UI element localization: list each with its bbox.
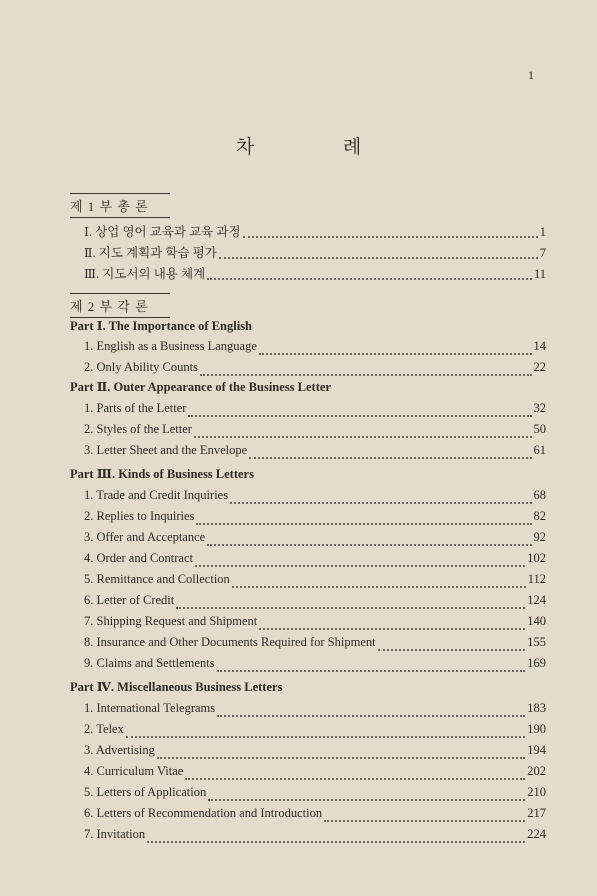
entry-label: 3. Offer and Acceptance <box>84 530 206 544</box>
toc-entry <box>84 264 546 282</box>
toc-entry <box>84 572 546 590</box>
leader-dots <box>219 248 538 259</box>
leader-dots <box>324 811 525 822</box>
entry-label: Ⅱ. 지도 계획과 학습 평가 <box>84 246 217 260</box>
entry-label: 4. Order and Contract <box>84 551 193 565</box>
entry-page: 32 <box>533 401 546 415</box>
entry-label: 4. Curriculum Vitae <box>84 764 184 778</box>
entry-page: 124 <box>527 593 546 607</box>
leader-dots <box>196 514 531 525</box>
entry-label: 3. Letter Sheet and the Envelope <box>84 443 248 457</box>
entry-page: 61 <box>533 443 546 457</box>
entry-page: 210 <box>527 785 546 799</box>
entry-page: 112 <box>527 572 546 586</box>
entry-label: 1. English as a Business Language <box>84 339 257 353</box>
entry-label: 2. Telex <box>84 722 124 736</box>
toc-entry <box>84 701 546 719</box>
entry-page: 82 <box>533 509 546 523</box>
entry-page: 68 <box>533 488 546 502</box>
entry-page: 92 <box>533 530 546 544</box>
toc-entry <box>84 827 546 845</box>
leader-dots <box>200 365 532 376</box>
leader-dots <box>194 427 532 438</box>
entry-label: Ⅲ. 지도서의 내용 체계 <box>84 267 206 281</box>
toc-entry <box>84 509 546 527</box>
entry-label: 6. Letter of Credit <box>84 593 175 607</box>
toc-entry <box>84 614 546 632</box>
toc-entry <box>84 401 546 419</box>
part2-heading: 제 2 부 각 론 <box>70 293 170 318</box>
entry-page: 140 <box>527 614 546 628</box>
leader-dots <box>378 640 526 651</box>
part1-heading: 제 1 부 총 론 <box>70 193 170 218</box>
entry-page: 7 <box>539 246 546 260</box>
leader-dots <box>217 706 525 717</box>
entry-page: 22 <box>533 360 546 374</box>
section-title: Part Ⅰ. The Importance of English <box>70 319 253 333</box>
leader-dots <box>217 661 526 672</box>
toc-entry <box>84 422 546 440</box>
entry-page: 50 <box>533 422 546 436</box>
toc-entry <box>84 243 546 261</box>
entry-label: 1. International Telegrams <box>84 701 216 715</box>
toc-entry <box>84 656 546 674</box>
entry-label: 6. Letters of Recommendation and Introduction <box>84 806 323 820</box>
toc-entry <box>84 222 546 240</box>
toc-entry <box>84 339 546 357</box>
entry-label: 7. Shipping Request and Shipment <box>84 614 258 628</box>
leader-dots <box>185 769 525 780</box>
leader-dots <box>249 448 531 459</box>
entry-label: 7. Invitation <box>84 827 146 841</box>
entry-page: 202 <box>527 764 546 778</box>
entry-page: 14 <box>533 339 546 353</box>
toc-entry <box>84 743 546 761</box>
toc-entry <box>84 488 546 506</box>
toc-entry <box>84 635 546 653</box>
entry-page: 169 <box>527 656 546 670</box>
toc-entry <box>84 593 546 611</box>
leader-dots <box>188 406 531 417</box>
entry-page: 217 <box>527 806 546 820</box>
leader-dots <box>243 227 538 238</box>
entry-page: 194 <box>527 743 546 757</box>
leader-dots <box>207 535 531 546</box>
leader-dots <box>126 727 525 738</box>
entry-label: 8. Insurance and Other Documents Required for Shipment <box>84 635 376 649</box>
toc-entry <box>84 764 546 782</box>
toc-entry <box>84 443 546 461</box>
section-title: Part Ⅱ. Outer Appearance of the Business Letter <box>70 380 331 394</box>
entry-page: 1 <box>539 225 546 239</box>
entry-page: 155 <box>527 635 546 649</box>
page-number: 1 <box>528 68 534 82</box>
entry-label: 3. Advertising <box>84 743 155 757</box>
entry-page: 190 <box>527 722 546 736</box>
leader-dots <box>195 556 525 567</box>
leader-dots <box>176 598 525 609</box>
toc-entry <box>84 722 546 740</box>
entry-label: 1. Trade and Credit Inquiries <box>84 488 229 502</box>
leader-dots <box>259 344 532 355</box>
entry-label: 1. Parts of the Letter <box>84 401 187 415</box>
entry-page: 183 <box>527 701 546 715</box>
entry-label: Ⅰ. 상업 영어 교육과 교육 과정 <box>84 225 241 239</box>
leader-dots <box>157 748 525 759</box>
leader-dots <box>232 577 526 588</box>
leader-dots <box>230 493 531 504</box>
section-title: Part Ⅲ. Kinds of Business Letters <box>70 467 254 481</box>
page-title: 차 례 <box>235 137 404 158</box>
leader-dots <box>147 832 525 843</box>
toc-entry <box>84 360 546 378</box>
entry-label: 2. Replies to Inquiries <box>84 509 195 523</box>
toc-entry <box>84 530 546 548</box>
toc-entry <box>84 551 546 569</box>
entry-label: 9. Claims and Settlements <box>84 656 215 670</box>
entry-page: 224 <box>527 827 546 841</box>
leader-dots <box>207 269 532 280</box>
toc-entry <box>84 785 546 803</box>
leader-dots <box>259 619 525 630</box>
entry-page: 102 <box>527 551 546 565</box>
entry-label: 2. Only Ability Counts <box>84 360 198 374</box>
entry-label: 2. Styles of the Letter <box>84 422 192 436</box>
section-title: Part Ⅳ. Miscellaneous Business Letters <box>70 680 283 694</box>
entry-page: 11 <box>533 267 546 281</box>
toc-entry <box>84 806 546 824</box>
leader-dots <box>208 790 525 801</box>
entry-label: 5. Remittance and Collection <box>84 572 230 586</box>
entry-label: 5. Letters of Application <box>84 785 207 799</box>
